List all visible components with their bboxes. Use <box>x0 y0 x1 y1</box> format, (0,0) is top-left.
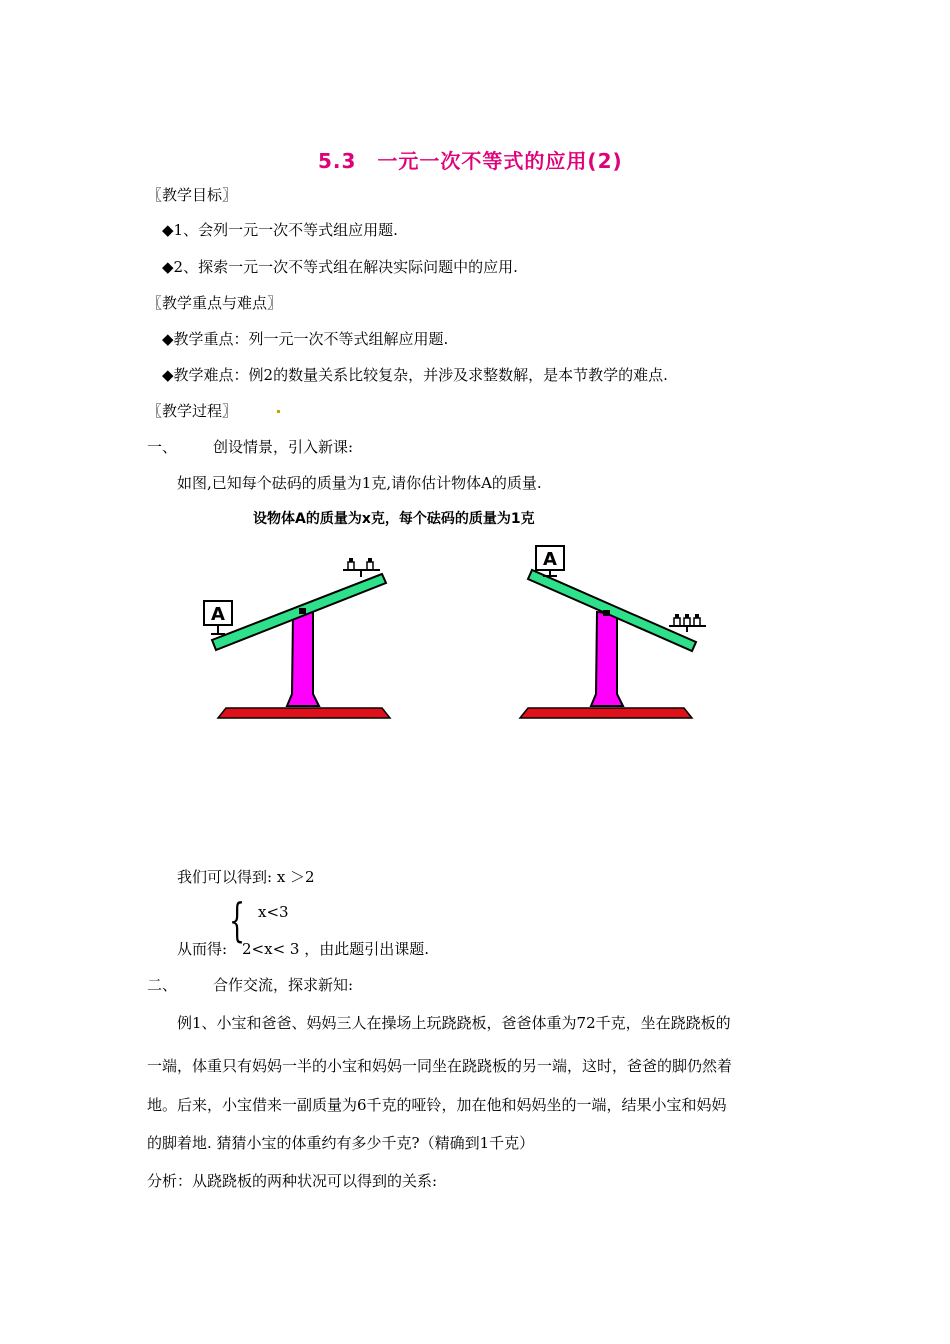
system-line-bottom: 2<x< 3 ，由此题引出课题. <box>242 940 429 958</box>
system-prefix: 从而得: <box>177 940 228 958</box>
stray-mark <box>277 410 280 413</box>
weights-right <box>669 614 706 632</box>
result-line: 我们可以得到: x ＞2 <box>177 868 315 886</box>
key-header: 〖教学重点与难点〗 <box>147 294 283 312</box>
goal-item-1: ◆1、会列一元一次不等式组应用题. <box>162 221 398 239</box>
pivot-left <box>299 608 306 614</box>
goals-header: 〖教学目标〗 <box>147 186 238 204</box>
goal-item-2: ◆2、探索一元一次不等式组在解决实际问题中的应用. <box>162 258 518 276</box>
pivot-right <box>603 610 610 616</box>
object-a-label-left: A <box>211 604 225 625</box>
pillar-right <box>591 612 623 706</box>
part2-number: 二、 <box>147 976 178 994</box>
page-title: 5.3 一元一次不等式的应用(2) <box>318 149 623 173</box>
difficulty-point: ◆教学难点：例2的数量关系比较复杂，并涉及求整数解，是本节教学的难点. <box>162 366 668 384</box>
base-left <box>218 708 390 718</box>
key-point: ◆教学重点：列一元一次不等式组解应用题. <box>162 330 449 348</box>
example-line-3: 地。后来，小宝借来一副质量为6千克的哑铃，加在他和妈妈坐的一端，结果小宝和妈妈 <box>147 1096 727 1114</box>
part2-heading: 合作交流，探求新知: <box>213 976 354 994</box>
analysis-line: 分析：从跷跷板的两种状况可以得到的关系: <box>147 1172 438 1190</box>
balance-figure <box>0 530 950 790</box>
balance-right <box>520 546 706 718</box>
base-right <box>520 708 692 718</box>
part1-intro: 如图,已知每个砝码的质量为1克,请你估计物体A的质量. <box>177 474 542 492</box>
balance-left <box>204 558 390 718</box>
weights-left <box>343 558 380 577</box>
part1-number: 一、 <box>147 438 178 456</box>
pillar-left <box>287 612 319 706</box>
system-brace: { <box>229 893 246 947</box>
part1-heading: 创设情景，引入新课: <box>213 438 354 456</box>
example-line-1: 例1、小宝和爸爸、妈妈三人在操场上玩跷跷板，爸爸体重为72千克，坐在跷跷板的 <box>177 1014 731 1032</box>
figure-caption: 设物体A的质量为x克，每个砝码的质量为1克 <box>253 511 535 527</box>
example-line-4: 的脚着地. 猜猜小宝的体重约有多少千克?（精确到1千克） <box>147 1134 535 1152</box>
process-header: 〖教学过程〗 <box>147 402 238 420</box>
object-a-label-right: A <box>543 549 557 570</box>
example-line-2: 一端，体重只有妈妈一半的小宝和妈妈一同坐在跷跷板的另一端，这时，爸爸的脚仍然着 <box>147 1057 733 1075</box>
system-line-top: x<3 <box>258 903 289 921</box>
